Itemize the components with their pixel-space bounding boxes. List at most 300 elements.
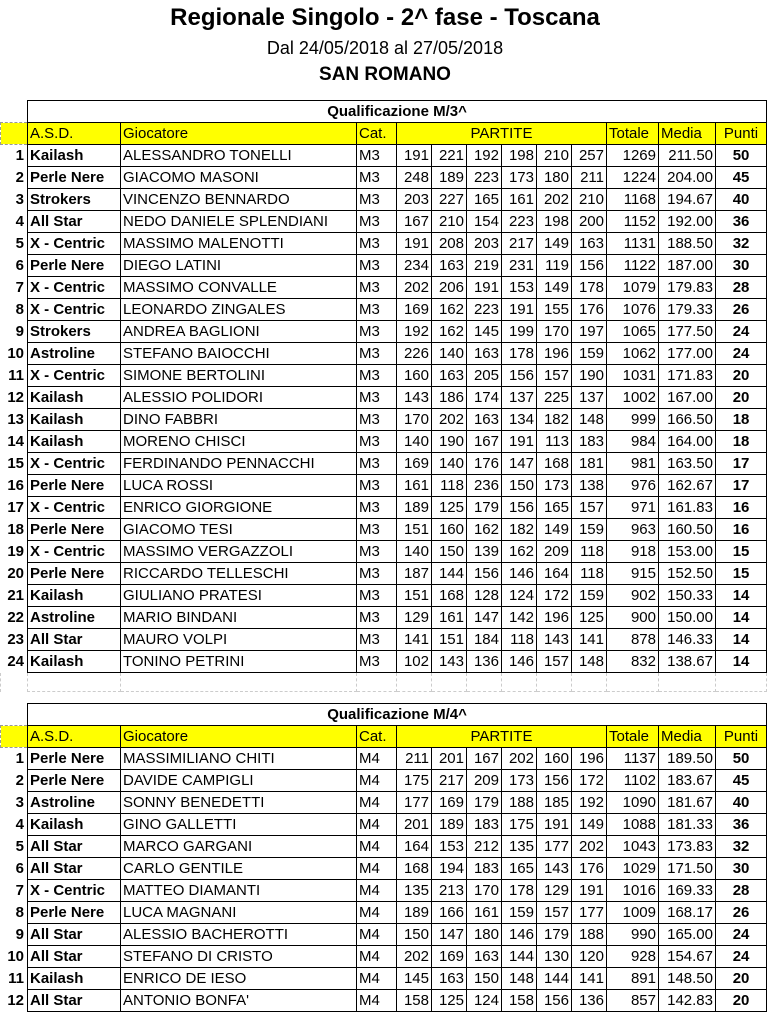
game-score-cell: 191 [397, 233, 432, 255]
average-cell: 153.00 [659, 541, 716, 563]
table-row [1, 145, 767, 167]
game-score-cell: 163 [467, 343, 502, 365]
game-score-cell: 156 [537, 770, 572, 792]
total-cell: 1009 [607, 902, 659, 924]
average-cell: 165.00 [659, 924, 716, 946]
club-cell: Astroline [28, 792, 121, 814]
game-score-cell: 148 [502, 968, 537, 990]
total-cell: 878 [607, 629, 659, 651]
average-cell: 150.00 [659, 607, 716, 629]
game-score-cell: 189 [397, 497, 432, 519]
table-row [1, 629, 767, 651]
game-score-cell: 201 [432, 748, 467, 770]
points-cell: 18 [716, 409, 767, 431]
game-score-cell: 191 [502, 431, 537, 453]
player-header: Giocatore [121, 726, 357, 748]
game-score-cell: 161 [467, 902, 502, 924]
game-score-cell: 150 [467, 968, 502, 990]
club-cell: Perle Nere [28, 475, 121, 497]
game-score-cell: 179 [537, 924, 572, 946]
game-score-cell: 168 [537, 453, 572, 475]
game-score-cell: 140 [432, 453, 467, 475]
table-row [1, 836, 767, 858]
player-cell: SONNY BENEDETTI [121, 792, 357, 814]
average-cell: 192.00 [659, 211, 716, 233]
points-cell: 50 [716, 748, 767, 770]
player-cell: MARCO GARGANI [121, 836, 357, 858]
total-cell: 1152 [607, 211, 659, 233]
total-cell: 900 [607, 607, 659, 629]
club-cell: All Star [28, 946, 121, 968]
game-score-cell: 139 [467, 541, 502, 563]
table-row [1, 770, 767, 792]
club-cell: Kailash [28, 651, 121, 673]
club-cell: Kailash [28, 814, 121, 836]
game-score-cell: 162 [432, 299, 467, 321]
player-header: Giocatore [121, 123, 357, 145]
rank-cell: 10 [7, 345, 24, 362]
average-cell: 204.00 [659, 167, 716, 189]
game-score-cell: 124 [467, 990, 502, 1012]
blank-cell [607, 673, 659, 692]
rank-cell: 13 [7, 411, 24, 428]
total-cell: 1031 [607, 365, 659, 387]
points-header: Punti [716, 726, 767, 748]
total-cell: 1224 [607, 167, 659, 189]
game-score-cell: 176 [467, 453, 502, 475]
game-score-cell: 174 [467, 387, 502, 409]
game-score-cell: 166 [432, 902, 467, 924]
game-score-cell: 160 [397, 365, 432, 387]
points-cell: 20 [716, 387, 767, 409]
game-score-cell: 191 [467, 277, 502, 299]
club-cell: Kailash [28, 409, 121, 431]
game-score-cell: 172 [537, 585, 572, 607]
total-cell: 1062 [607, 343, 659, 365]
game-score-cell: 178 [572, 277, 607, 299]
table-row [1, 255, 767, 277]
game-score-cell: 169 [397, 453, 432, 475]
table-row [1, 167, 767, 189]
player-cell: LEONARDO ZINGALES [121, 299, 357, 321]
player-cell: GIACOMO MASONI [121, 167, 357, 189]
game-score-cell: 146 [502, 924, 537, 946]
table-row [1, 541, 767, 563]
game-score-cell: 188 [572, 924, 607, 946]
average-cell: 160.50 [659, 519, 716, 541]
game-score-cell: 234 [397, 255, 432, 277]
category-cell: M3 [357, 519, 397, 541]
game-score-cell: 149 [537, 233, 572, 255]
game-score-cell: 141 [572, 968, 607, 990]
game-score-cell: 144 [502, 946, 537, 968]
club-cell: Perle Nere [28, 519, 121, 541]
points-cell: 14 [716, 651, 767, 673]
game-score-cell: 119 [537, 255, 572, 277]
rank-header [1, 123, 28, 145]
venue-name: SAN ROMANO [319, 64, 451, 85]
total-cell: 832 [607, 651, 659, 673]
table-row [1, 343, 767, 365]
category-cell: M3 [357, 651, 397, 673]
total-cell: 1131 [607, 233, 659, 255]
game-score-cell: 223 [467, 167, 502, 189]
game-score-cell: 149 [537, 277, 572, 299]
game-score-cell: 151 [397, 519, 432, 541]
club-cell: Kailash [28, 431, 121, 453]
category-cell: M3 [357, 277, 397, 299]
game-score-cell: 175 [502, 814, 537, 836]
player-cell: GIULIANO PRATESI [121, 585, 357, 607]
points-cell: 20 [716, 365, 767, 387]
average-cell: 194.67 [659, 189, 716, 211]
game-score-cell: 144 [537, 968, 572, 990]
player-cell: MATTEO DIAMANTI [121, 880, 357, 902]
category-cell: M4 [357, 836, 397, 858]
game-score-cell: 178 [502, 880, 537, 902]
category-cell: M3 [357, 365, 397, 387]
game-score-cell: 165 [537, 497, 572, 519]
total-cell: 963 [607, 519, 659, 541]
game-score-cell: 165 [502, 858, 537, 880]
game-score-cell: 205 [467, 365, 502, 387]
category-cell: M4 [357, 968, 397, 990]
game-score-cell: 144 [432, 563, 467, 585]
average-cell: 179.33 [659, 299, 716, 321]
game-score-cell: 196 [537, 343, 572, 365]
player-cell: MASSIMO VERGAZZOLI [121, 541, 357, 563]
rank-cell: 11 [8, 970, 24, 987]
table-row [1, 902, 767, 924]
club-cell: X - Centric [28, 233, 121, 255]
total-cell: 1122 [607, 255, 659, 277]
game-score-cell: 148 [572, 651, 607, 673]
game-score-cell: 162 [502, 541, 537, 563]
total-cell: 1016 [607, 880, 659, 902]
total-cell: 902 [607, 585, 659, 607]
section-title-row [1, 704, 767, 726]
game-score-cell: 169 [397, 299, 432, 321]
average-header: Media [659, 726, 716, 748]
average-cell: 152.50 [659, 563, 716, 585]
points-cell: 45 [716, 770, 767, 792]
game-score-cell: 177 [572, 902, 607, 924]
game-score-cell: 157 [537, 902, 572, 924]
game-score-cell: 156 [467, 563, 502, 585]
club-cell: Astroline [28, 343, 121, 365]
table-row [1, 365, 767, 387]
rank-cell: 6 [15, 257, 24, 274]
game-score-cell: 189 [432, 167, 467, 189]
points-cell: 30 [716, 255, 767, 277]
player-cell: DAVIDE CAMPIGLI [121, 770, 357, 792]
game-score-cell: 192 [467, 145, 502, 167]
game-score-cell: 148 [572, 409, 607, 431]
table-row [1, 409, 767, 431]
average-cell: 163.50 [659, 453, 716, 475]
points-cell: 26 [716, 902, 767, 924]
rank-cell: 11 [8, 367, 24, 384]
rank-cell: 12 [7, 389, 24, 406]
game-score-cell: 158 [502, 990, 537, 1012]
total-cell: 1137 [607, 748, 659, 770]
points-cell: 28 [716, 277, 767, 299]
club-cell: All Star [28, 629, 121, 651]
game-score-cell: 192 [397, 321, 432, 343]
category-cell: M3 [357, 255, 397, 277]
player-cell: FERDINANDO PENNACCHI [121, 453, 357, 475]
points-cell: 18 [716, 431, 767, 453]
game-score-cell: 209 [467, 770, 502, 792]
club-cell: Perle Nere [28, 167, 121, 189]
game-score-cell: 191 [397, 145, 432, 167]
game-score-cell: 185 [537, 792, 572, 814]
total-cell: 857 [607, 990, 659, 1012]
date-range: Dal 24/05/2018 al 27/05/2018 [266, 38, 504, 58]
game-score-cell: 163 [467, 409, 502, 431]
average-cell: 154.67 [659, 946, 716, 968]
average-cell: 183.67 [659, 770, 716, 792]
points-header: Punti [716, 123, 767, 145]
blank-cell [357, 673, 397, 692]
game-score-cell: 177 [397, 792, 432, 814]
total-cell: 928 [607, 946, 659, 968]
player-cell: ENRICO DE IESO [121, 968, 357, 990]
game-score-cell: 226 [397, 343, 432, 365]
category-cell: M4 [357, 748, 397, 770]
section-title: Qualificazione M/4^ [28, 704, 767, 726]
game-score-cell: 165 [467, 189, 502, 211]
club-cell: Astroline [28, 607, 121, 629]
points-cell: 24 [716, 946, 767, 968]
category-cell: M3 [357, 629, 397, 651]
game-score-cell: 183 [467, 858, 502, 880]
average-cell: 161.83 [659, 497, 716, 519]
points-cell: 30 [716, 858, 767, 880]
average-cell: 168.17 [659, 902, 716, 924]
rank-cell: 24 [7, 653, 24, 670]
average-cell: 188.50 [659, 233, 716, 255]
game-score-cell: 102 [397, 651, 432, 673]
game-score-cell: 138 [572, 475, 607, 497]
category-cell: M4 [357, 946, 397, 968]
results-table-m4 [0, 703, 767, 1012]
category-cell: M4 [357, 902, 397, 924]
average-cell: 148.50 [659, 968, 716, 990]
table-row [1, 321, 767, 343]
rank-cell: 2 [15, 772, 24, 789]
points-cell: 14 [716, 585, 767, 607]
game-score-cell: 169 [432, 792, 467, 814]
rank-cell: 22 [7, 609, 24, 626]
game-score-cell: 159 [572, 585, 607, 607]
game-score-cell: 149 [572, 814, 607, 836]
table-row [1, 748, 767, 770]
average-cell: 150.33 [659, 585, 716, 607]
points-cell: 20 [716, 990, 767, 1012]
game-score-cell: 160 [432, 519, 467, 541]
game-score-cell: 186 [432, 387, 467, 409]
game-score-cell: 168 [432, 585, 467, 607]
game-score-cell: 179 [467, 497, 502, 519]
game-score-cell: 150 [502, 475, 537, 497]
game-score-cell: 202 [432, 409, 467, 431]
game-score-cell: 137 [502, 387, 537, 409]
category-cell: M4 [357, 858, 397, 880]
rank-cell: 3 [15, 794, 24, 811]
total-cell: 1269 [607, 145, 659, 167]
club-cell: X - Centric [28, 880, 121, 902]
table-row [1, 924, 767, 946]
category-cell: M4 [357, 814, 397, 836]
total-cell: 1043 [607, 836, 659, 858]
player-cell: ANTONIO BONFA' [121, 990, 357, 1012]
game-score-cell: 203 [467, 233, 502, 255]
average-cell: 177.50 [659, 321, 716, 343]
game-score-cell: 236 [467, 475, 502, 497]
table-row [1, 277, 767, 299]
row-spacer [1, 101, 28, 123]
blank-cell [28, 673, 121, 692]
game-score-cell: 154 [467, 211, 502, 233]
average-cell: 169.33 [659, 880, 716, 902]
column-header-row [1, 726, 767, 748]
blank-cell [432, 673, 467, 692]
rank-cell: 17 [7, 499, 24, 516]
points-cell: 26 [716, 299, 767, 321]
points-cell: 14 [716, 629, 767, 651]
category-cell: M3 [357, 409, 397, 431]
category-cell: M4 [357, 770, 397, 792]
rank-cell: 12 [7, 992, 24, 1009]
game-score-cell: 141 [397, 629, 432, 651]
game-score-cell: 192 [572, 792, 607, 814]
total-cell: 981 [607, 453, 659, 475]
table-row [1, 880, 767, 902]
game-score-cell: 179 [467, 792, 502, 814]
game-score-cell: 146 [502, 651, 537, 673]
rank-cell: 7 [15, 882, 24, 899]
category-cell: M3 [357, 211, 397, 233]
club-cell: Kailash [28, 968, 121, 990]
game-score-cell: 184 [467, 629, 502, 651]
game-score-cell: 147 [467, 607, 502, 629]
table-row [1, 946, 767, 968]
game-score-cell: 135 [502, 836, 537, 858]
game-score-cell: 118 [572, 541, 607, 563]
game-score-cell: 167 [467, 431, 502, 453]
total-cell: 1102 [607, 770, 659, 792]
total-cell: 918 [607, 541, 659, 563]
asd-header: A.S.D. [28, 726, 121, 748]
points-cell: 32 [716, 233, 767, 255]
game-score-cell: 146 [502, 563, 537, 585]
game-score-cell: 173 [502, 167, 537, 189]
game-score-cell: 208 [432, 233, 467, 255]
game-score-cell: 137 [572, 387, 607, 409]
total-cell: 971 [607, 497, 659, 519]
game-score-cell: 189 [432, 814, 467, 836]
category-cell: M3 [357, 563, 397, 585]
table-row [1, 299, 767, 321]
blank-row [1, 673, 767, 692]
category-cell: M3 [357, 299, 397, 321]
game-score-cell: 140 [397, 431, 432, 453]
game-score-cell: 177 [537, 836, 572, 858]
average-cell: 167.00 [659, 387, 716, 409]
table-row [1, 607, 767, 629]
game-score-cell: 140 [432, 343, 467, 365]
blank-cell [716, 673, 767, 692]
game-score-cell: 145 [467, 321, 502, 343]
points-cell: 36 [716, 211, 767, 233]
game-score-cell: 210 [537, 145, 572, 167]
game-score-cell: 143 [537, 858, 572, 880]
game-score-cell: 183 [467, 814, 502, 836]
total-cell: 976 [607, 475, 659, 497]
club-cell: Kailash [28, 145, 121, 167]
game-score-cell: 156 [572, 255, 607, 277]
table-row [1, 563, 767, 585]
table-row [1, 968, 767, 990]
points-cell: 20 [716, 968, 767, 990]
rank-cell: 2 [15, 169, 24, 186]
total-cell: 1090 [607, 792, 659, 814]
player-cell: VINCENZO BENNARDO [121, 189, 357, 211]
category-cell: M4 [357, 880, 397, 902]
total-cell: 1168 [607, 189, 659, 211]
game-score-cell: 194 [432, 858, 467, 880]
table-row [1, 651, 767, 673]
points-cell: 24 [716, 343, 767, 365]
asd-header: A.S.D. [28, 123, 121, 145]
game-score-cell: 182 [537, 409, 572, 431]
game-score-cell: 173 [537, 475, 572, 497]
game-score-cell: 136 [572, 990, 607, 1012]
section-title-row [1, 101, 767, 123]
game-score-cell: 196 [537, 607, 572, 629]
points-cell: 16 [716, 519, 767, 541]
game-score-cell: 118 [572, 563, 607, 585]
total-cell: 891 [607, 968, 659, 990]
player-cell: STEFANO DI CRISTO [121, 946, 357, 968]
blank-cell [121, 673, 357, 692]
game-score-cell: 175 [397, 770, 432, 792]
game-score-cell: 248 [397, 167, 432, 189]
blank-cell [397, 673, 432, 692]
game-score-cell: 142 [502, 607, 537, 629]
category-cell: M3 [357, 189, 397, 211]
category-cell: M3 [357, 321, 397, 343]
game-score-cell: 157 [537, 365, 572, 387]
game-score-cell: 167 [397, 211, 432, 233]
total-cell: 984 [607, 431, 659, 453]
club-cell: X - Centric [28, 299, 121, 321]
rank-cell: 7 [15, 279, 24, 296]
average-cell: 189.50 [659, 748, 716, 770]
average-header: Media [659, 123, 716, 145]
club-cell: X - Centric [28, 497, 121, 519]
game-score-cell: 181 [572, 453, 607, 475]
player-cell: GIACOMO TESI [121, 519, 357, 541]
game-score-cell: 211 [397, 748, 432, 770]
average-cell: 171.50 [659, 858, 716, 880]
category-cell: M3 [357, 233, 397, 255]
blank-cell [467, 673, 502, 692]
category-cell: M3 [357, 145, 397, 167]
rank-cell: 20 [7, 565, 24, 582]
rank-cell: 5 [15, 235, 24, 252]
